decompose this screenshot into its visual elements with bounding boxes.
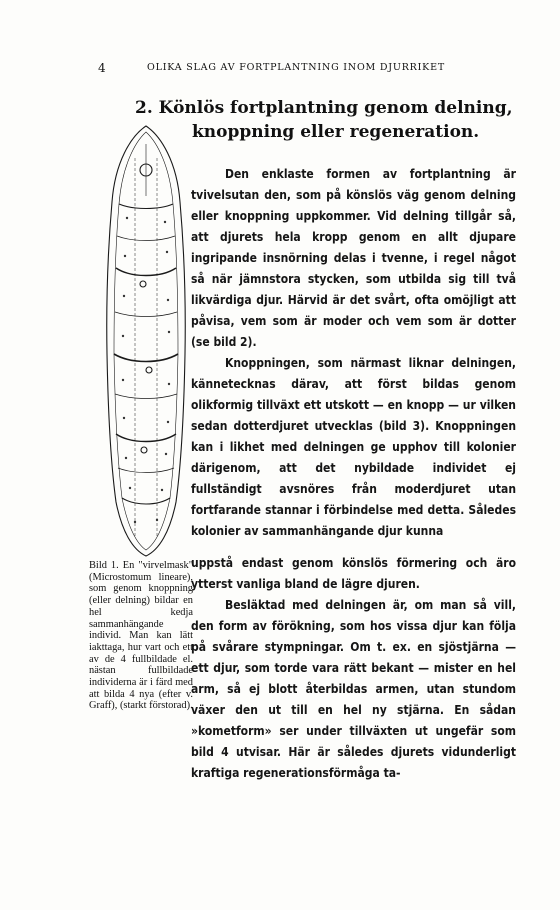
page-number: 4 (98, 61, 106, 75)
body-text-column (191, 164, 516, 542)
running-head: OLIKA SLAG AV FORTPLANTNING INOM DJURRIKET (147, 62, 445, 73)
microstomum-illustration (95, 118, 197, 558)
body-text-wide (191, 553, 516, 784)
page-header (0, 61, 560, 75)
paragraph-2: Knoppningen, som närmast liknar delningen, kännetecknas därav, att först bildas genom olikformig tillväxt ett utskott — en knopp — ur vilken sedan dotterdjuret utvecklas (bild 3). Knoppningen kan i likhet med delningen ge upphov till kolonier därigenom, att det nybildade individet ej fullständigt avsnöres från moderdjuret utan fortfarande stannar i förbindelse med detta. Således kolonier av sammanhängande djur kunna (191, 356, 516, 538)
figure-caption: Bild 1. En "virvelmask" (Microstomum lineare), som genom knoppning (eller delning) bildar en hel kedja sammanhängande individ. Man kan lätt iakttaga, hur vart och ett av de 4 fullbildade el. nästan fullbildade individerna är i färd med att bilda 4 nya (efter v. Graff), (starkt förstorad). (89, 560, 193, 712)
paragraph-2-continued: uppstå endast genom könslös förmering och äro ytterst vanliga bland de lägre djuren. (191, 556, 516, 591)
heading-line-2: knoppning eller regeneration. (192, 122, 480, 142)
heading-line-1: 2. Könlös fortplantning genom delning, (135, 98, 513, 118)
paragraph-1: Den enklaste formen av fortplantning är tvivelsutan den, som på könslös väg genom delning eller knoppning uppkommer. Vid delning tillgår så, att djurets hela kropp genom en allt djupare ingripande insnörning delas i tvenne, i regel något så när jämnstora stycken, som utbilda sig till två likvärdiga djur. Härvid är det svårt, ofta omöjligt att påvisa, vem som är moder och vem som är dotter (se bild 2). (191, 167, 516, 349)
paragraph-3: Besläktad med delningen är, om man så vill, den form av förökning, som hos vissa djur kan följa på svårare stympningar. Om t. ex. en sjöstjärna — ett djur, som torde vara rätt bekant — mister en hel arm, så ej blott återbildas armen, utan stundom växer den ut till en hel ny stjärna. En sådan »kometform» ser under tillväxten ut ungefär som bild 4 utvisar. Här är således djurets vidunderligt kraftiga regenerationsförmåga ta- (191, 598, 516, 780)
